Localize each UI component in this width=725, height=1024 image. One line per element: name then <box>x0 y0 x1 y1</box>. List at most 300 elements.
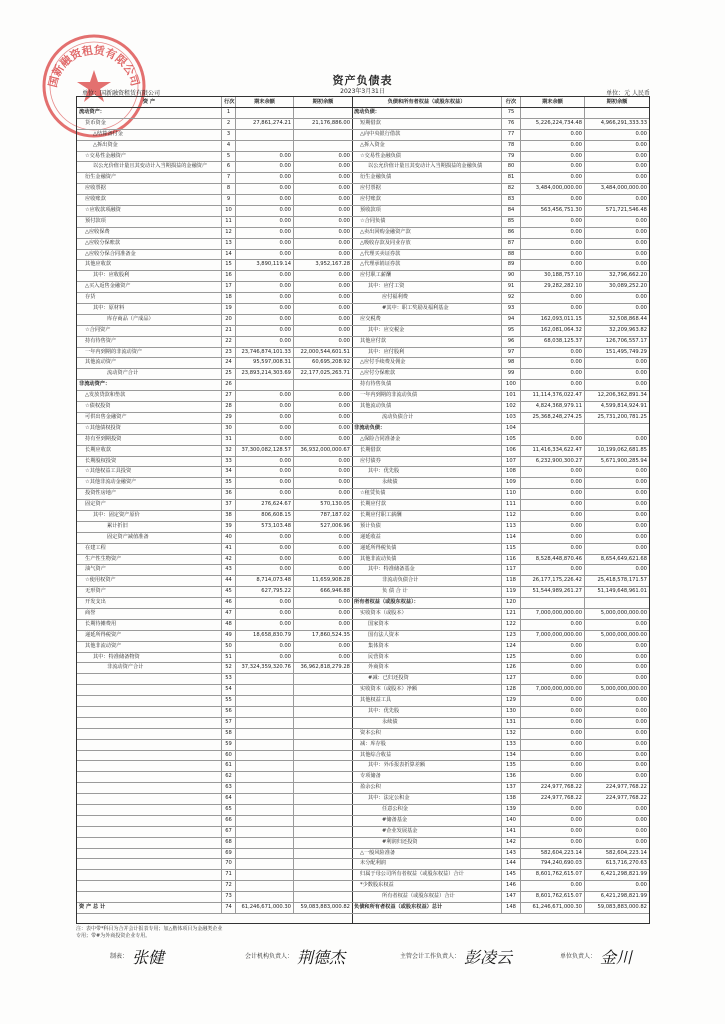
table-row <box>352 827 649 838</box>
begin-balance <box>585 598 649 608</box>
table-row <box>77 369 352 380</box>
begin-balance: 0.00 <box>635 381 647 388</box>
end-balance: 0.00 <box>521 663 585 673</box>
table-row <box>352 293 649 304</box>
end-balance: 23,746,874,101.33 <box>236 348 294 358</box>
begin-balance <box>294 380 352 390</box>
end-balance: 0.00 <box>521 435 585 445</box>
end-balance: 0.00 <box>236 533 294 543</box>
table-row <box>77 119 352 130</box>
line-number: 95 <box>502 326 521 336</box>
handwritten-signature: 张健 <box>132 948 165 967</box>
item-name: 其中：优先股 <box>352 707 502 717</box>
begin-balance: 12,206,362,891.34 <box>597 392 647 399</box>
line-number: 24 <box>222 358 236 368</box>
line-number: 73 <box>222 892 236 902</box>
table-row <box>352 892 649 903</box>
item-name: 其他流动负债 <box>352 402 502 412</box>
line-number: 102 <box>502 402 521 412</box>
end-balance: 0.00 <box>236 217 294 227</box>
begin-balance: 0.00 <box>338 642 350 649</box>
line-number: 137 <box>502 783 521 793</box>
line-number: 101 <box>502 391 521 401</box>
line-number: 37 <box>222 500 236 510</box>
item-name <box>77 674 222 684</box>
begin-balance: 666,946.88 <box>320 588 350 595</box>
item-name: 其中：应交税金 <box>352 326 502 336</box>
line-number: 22 <box>222 337 236 347</box>
begin-balance: 0.00 <box>635 773 647 780</box>
end-balance: 0.00 <box>236 402 294 412</box>
header-line-no: 行次 <box>502 97 521 107</box>
line-number: 139 <box>502 805 521 815</box>
line-number: 36 <box>222 489 236 499</box>
item-name: #企业发展基金 <box>352 827 502 837</box>
line-number: 54 <box>222 685 236 695</box>
table-row <box>352 740 649 751</box>
item-name: 流动资产： <box>77 108 222 118</box>
end-balance: 3,890,119.14 <box>236 260 294 270</box>
item-name: 库存商品（产成品） <box>77 315 222 325</box>
line-number: 124 <box>502 642 521 652</box>
item-name: 其中：外币报表折算差额 <box>352 761 502 771</box>
table-row <box>77 152 352 163</box>
header-begin-balance: 期初余额 <box>606 99 628 105</box>
item-name: 其中：法定公积金 <box>352 794 502 804</box>
line-number: 81 <box>502 173 521 183</box>
begin-balance: 0.00 <box>635 620 647 627</box>
table-row <box>77 413 352 424</box>
table-row <box>77 293 352 304</box>
end-balance: 0.00 <box>521 827 585 837</box>
begin-balance: 0.00 <box>635 664 647 671</box>
begin-balance: 22,177,025,263.71 <box>300 370 350 377</box>
item-name: 任意公积金 <box>352 805 502 815</box>
item-name: #利润归还投资 <box>352 838 502 848</box>
assets-header-row <box>77 97 352 108</box>
begin-balance: 787,187.02 <box>320 511 350 518</box>
begin-balance: 0.00 <box>635 152 647 159</box>
begin-balance: 0.00 <box>338 620 350 627</box>
end-balance: 25,368,248,274.25 <box>521 413 585 423</box>
line-number: 65 <box>222 805 236 815</box>
item-name: 未分配利润 <box>352 859 502 869</box>
item-name: 负 债 合 计 <box>352 587 502 597</box>
end-balance: 0.00 <box>236 206 294 216</box>
end-balance: 162,093,011.15 <box>521 315 585 325</box>
item-name: 非流动负债： <box>352 424 502 434</box>
table-row <box>352 304 649 315</box>
begin-balance: 25,418,578,171.57 <box>597 577 647 584</box>
table-row <box>77 304 352 315</box>
table-row <box>77 805 352 816</box>
begin-balance: 0.00 <box>338 490 350 497</box>
table-row <box>352 228 649 239</box>
item-name <box>77 849 222 859</box>
line-number: 109 <box>502 478 521 488</box>
begin-balance: 0.00 <box>635 435 647 442</box>
item-name: ☆其他非流动金融资产 <box>77 478 222 488</box>
end-balance: 0.00 <box>521 217 585 227</box>
begin-balance <box>294 108 352 118</box>
table-row <box>77 609 352 620</box>
table-row <box>352 707 649 718</box>
table-row <box>352 239 649 250</box>
table-row <box>352 511 649 522</box>
end-balance: 0.00 <box>236 184 294 194</box>
line-number: 47 <box>222 609 236 619</box>
begin-balance: 0.00 <box>338 207 350 214</box>
table-row <box>352 206 649 217</box>
end-balance: 0.00 <box>521 141 585 151</box>
line-number: 90 <box>502 271 521 281</box>
line-number: 76 <box>502 119 521 129</box>
begin-balance: 6,421,298,821.99 <box>600 893 647 900</box>
item-name: 以公允价值计量且其变动计入当期损益的金融负债 <box>352 162 502 172</box>
line-number: 108 <box>502 467 521 477</box>
table-row <box>77 522 352 533</box>
line-number: 19 <box>222 304 236 314</box>
item-name: 所有者权益（或股东权益）： <box>352 598 502 608</box>
table-row <box>352 881 649 892</box>
table-row <box>77 620 352 631</box>
page-title: 资产负债表 <box>332 74 393 87</box>
end-balance: 0.00 <box>521 707 585 717</box>
item-name: 其他非流动负债 <box>352 555 502 565</box>
item-name: 应付福利费 <box>352 293 502 303</box>
end-balance: 794,240,690.03 <box>521 859 585 869</box>
end-balance: 0.00 <box>236 457 294 467</box>
line-number: 56 <box>222 707 236 717</box>
end-balance: 61,246,671,000.30 <box>521 903 585 913</box>
end-balance <box>236 772 294 782</box>
line-number: 42 <box>222 555 236 565</box>
table-row <box>77 816 352 827</box>
item-name <box>77 859 222 869</box>
begin-balance: 0.00 <box>635 141 647 148</box>
line-number: 63 <box>222 783 236 793</box>
item-name: 专项储备 <box>352 772 502 782</box>
item-name: 开发支出 <box>77 598 222 608</box>
end-balance: 8,601,762,615.07 <box>521 870 585 880</box>
table-row <box>352 642 649 653</box>
assets-column <box>77 97 353 923</box>
line-number: 15 <box>222 260 236 270</box>
line-number: 62 <box>222 772 236 782</box>
table-row <box>77 642 352 653</box>
begin-balance: 527,006.96 <box>320 522 350 529</box>
table-row <box>352 184 649 195</box>
line-number: 16 <box>222 271 236 281</box>
end-balance: 0.00 <box>521 348 585 358</box>
table-row <box>77 489 352 500</box>
end-balance <box>236 870 294 880</box>
table-row <box>77 598 352 609</box>
begin-balance <box>294 794 352 804</box>
table-row <box>352 620 649 631</box>
begin-balance: 0.00 <box>338 544 350 551</box>
end-balance: 0.00 <box>521 239 585 249</box>
table-row <box>352 478 649 489</box>
table-row <box>352 718 649 729</box>
line-number: 21 <box>222 326 236 336</box>
table-row <box>77 511 352 522</box>
end-balance: 0.00 <box>521 696 585 706</box>
item-name: △卖出回购金融资产款 <box>352 228 502 238</box>
item-name <box>77 783 222 793</box>
table-row <box>77 794 352 805</box>
table-row <box>352 369 649 380</box>
item-name: 永续债 <box>352 718 502 728</box>
table-row <box>352 337 649 348</box>
line-number: 23 <box>222 348 236 358</box>
begin-balance: 0.00 <box>635 294 647 301</box>
table-row <box>352 500 649 511</box>
item-name: 货币资金 <box>77 119 222 129</box>
end-balance <box>236 838 294 848</box>
line-number: 120 <box>502 598 521 608</box>
begin-balance: 0.00 <box>338 326 350 333</box>
table-row <box>352 348 649 359</box>
item-name: 衍生金融资产 <box>77 173 222 183</box>
begin-balance: 0.00 <box>635 174 647 181</box>
table-row <box>352 152 649 163</box>
line-number: 71 <box>222 870 236 880</box>
end-balance: 582,604,223.14 <box>521 849 585 859</box>
line-number: 96 <box>502 337 521 347</box>
table-row <box>352 217 649 228</box>
table-row <box>77 446 352 457</box>
end-balance: 0.00 <box>521 260 585 270</box>
begin-balance: 582,604,223.14 <box>605 849 647 856</box>
item-name: 减：库存股 <box>352 740 502 750</box>
end-balance: 0.00 <box>521 751 585 761</box>
handwritten-signature: 彭凌云 <box>464 948 513 967</box>
line-number: 98 <box>502 358 521 368</box>
begin-balance: 0.00 <box>338 468 350 475</box>
line-number: 92 <box>502 293 521 303</box>
begin-balance: 17,860,524.35 <box>312 631 350 638</box>
table-row <box>77 729 352 740</box>
end-balance: 0.00 <box>521 228 585 238</box>
end-balance: 0.00 <box>521 511 585 521</box>
currency-unit: 单位：元 人民币 <box>606 90 650 97</box>
line-number: 141 <box>502 827 521 837</box>
begin-balance: 59,083,883,000.82 <box>300 904 350 911</box>
signature-label: 制表： <box>110 953 129 960</box>
end-balance: 37,324,359,320.76 <box>236 663 294 673</box>
liabilities-equity-column <box>352 97 649 923</box>
end-balance: 26,177,175,226.42 <box>521 576 585 586</box>
begin-balance: 0.00 <box>635 642 647 649</box>
begin-balance: 0.00 <box>635 882 647 889</box>
begin-balance: 0.00 <box>635 718 647 725</box>
table-row <box>77 141 352 152</box>
begin-balance: 10,199,062,681.85 <box>597 446 647 453</box>
end-balance: 68,038,125.37 <box>521 337 585 347</box>
end-balance <box>521 598 585 608</box>
line-number: 112 <box>502 511 521 521</box>
table-row <box>77 870 352 881</box>
begin-balance: 0.00 <box>635 816 647 823</box>
begin-balance: 0.00 <box>338 457 350 464</box>
item-name: 应付债券 <box>352 457 502 467</box>
line-number: 121 <box>502 609 521 619</box>
table-row <box>352 631 649 642</box>
line-number: 93 <box>502 304 521 314</box>
item-name: ☆合同资产 <box>77 326 222 336</box>
item-name: #储备基金 <box>352 816 502 826</box>
item-name: 递延所得税负债 <box>352 544 502 554</box>
signature-unit-head <box>560 945 632 968</box>
item-name: △吸收存款及同业存放 <box>352 239 502 249</box>
line-number: 58 <box>222 729 236 739</box>
line-number: 48 <box>222 620 236 630</box>
line-number: 44 <box>222 576 236 586</box>
item-name: 长期应付职工薪酬 <box>352 511 502 521</box>
table-row <box>352 805 649 816</box>
line-number: 99 <box>502 369 521 379</box>
item-name: ☆租赁负债 <box>352 489 502 499</box>
table-row <box>352 380 649 391</box>
item-name: 预付款项 <box>77 217 222 227</box>
begin-balance: 4,599,814,924.91 <box>600 403 647 410</box>
table-row <box>77 783 352 794</box>
table-row <box>352 457 649 468</box>
item-name: 累计折旧 <box>77 522 222 532</box>
end-balance: 0.00 <box>521 805 585 815</box>
line-number: 29 <box>222 413 236 423</box>
begin-balance: 0.00 <box>635 566 647 573</box>
line-number: 64 <box>222 794 236 804</box>
item-name: 持有待售负债 <box>352 380 502 390</box>
table-row <box>352 598 649 609</box>
begin-balance <box>294 674 352 684</box>
table-row <box>77 478 352 489</box>
item-name: 其他权益工具 <box>352 696 502 706</box>
line-number: 55 <box>222 696 236 706</box>
end-balance: 0.00 <box>236 642 294 652</box>
begin-balance: 36,962,818,279.28 <box>300 664 350 671</box>
begin-balance: 0.00 <box>338 403 350 410</box>
end-balance: 0.00 <box>236 250 294 260</box>
signature-preparer <box>110 945 164 968</box>
begin-balance: 0.00 <box>635 163 647 170</box>
line-number: 88 <box>502 250 521 260</box>
begin-balance: 224,977,768.22 <box>605 784 647 791</box>
line-number: 77 <box>502 130 521 140</box>
report-date: 2023年3月31日 <box>340 88 385 95</box>
end-balance: 0.00 <box>236 282 294 292</box>
table-row <box>352 326 649 337</box>
item-name <box>77 751 222 761</box>
header-end-balance: 期末余额 <box>236 97 294 107</box>
table-row <box>77 751 352 762</box>
table-row <box>77 282 352 293</box>
line-number: 116 <box>502 555 521 565</box>
line-number: 122 <box>502 620 521 630</box>
begin-balance <box>294 805 352 815</box>
begin-balance: 11,659,908.28 <box>312 577 350 584</box>
line-number: 68 <box>222 838 236 848</box>
line-number: 13 <box>222 239 236 249</box>
begin-balance: 570,130.05 <box>320 501 350 508</box>
begin-balance: 60,695,208.92 <box>312 359 350 366</box>
header-liabilities: 负债和所有者权益（或股东权益） <box>352 97 502 107</box>
end-balance: 0.00 <box>521 162 585 172</box>
line-number: 17 <box>222 282 236 292</box>
line-number: 127 <box>502 674 521 684</box>
end-balance: 0.00 <box>236 555 294 565</box>
table-row <box>77 827 352 838</box>
table-row <box>352 674 649 685</box>
table-row <box>77 391 352 402</box>
line-number: 50 <box>222 642 236 652</box>
begin-balance: 0.00 <box>338 609 350 616</box>
item-name: △发放贷款和垫款 <box>77 391 222 401</box>
end-balance: 7,000,000,000.00 <box>521 631 585 641</box>
begin-balance: 0.00 <box>338 424 350 431</box>
begin-balance: 0.00 <box>635 697 647 704</box>
item-name: △拆出资金 <box>77 141 222 151</box>
line-number: 26 <box>222 380 236 390</box>
table-row <box>77 544 352 555</box>
item-name: 国有法人资本 <box>352 631 502 641</box>
item-name <box>77 772 222 782</box>
begin-balance: 5,000,000,000.00 <box>600 631 647 638</box>
end-balance: 0.00 <box>521 250 585 260</box>
table-row <box>352 849 649 860</box>
end-balance: 0.00 <box>521 358 585 368</box>
begin-balance <box>294 881 352 891</box>
item-name: 预计负债 <box>352 522 502 532</box>
begin-balance: 0.00 <box>635 479 647 486</box>
end-balance: 0.00 <box>521 642 585 652</box>
end-balance: 95,597,008.31 <box>236 358 294 368</box>
end-balance: 0.00 <box>236 391 294 401</box>
item-name: ☆交易性金融资产 <box>77 152 222 162</box>
item-name: 无形资产 <box>77 587 222 597</box>
line-number: 75 <box>502 108 521 118</box>
line-number: 41 <box>222 544 236 554</box>
begin-balance <box>294 696 352 706</box>
end-balance: 4,824,368,979.11 <box>521 402 585 412</box>
begin-balance: 224,977,768.22 <box>605 795 647 802</box>
item-name: 应付票据 <box>352 184 502 194</box>
table-row <box>352 870 649 881</box>
table-row <box>352 772 649 783</box>
end-balance <box>521 108 585 118</box>
item-name <box>77 794 222 804</box>
item-name <box>77 870 222 880</box>
item-name: 长期应付款 <box>352 500 502 510</box>
table-row <box>352 685 649 696</box>
table-row <box>77 217 352 228</box>
item-name <box>77 827 222 837</box>
line-number: 134 <box>502 751 521 761</box>
line-number: 1 <box>222 108 236 118</box>
end-balance: 8,601,762,615.07 <box>521 892 585 902</box>
line-number: 135 <box>502 761 521 771</box>
begin-balance <box>585 108 649 118</box>
line-number: 84 <box>502 206 521 216</box>
table-row <box>77 555 352 566</box>
line-number: 115 <box>502 544 521 554</box>
end-balance: 0.00 <box>521 130 585 140</box>
end-balance <box>236 881 294 891</box>
item-name: 生产性生物资产 <box>77 555 222 565</box>
line-number: 145 <box>502 870 521 880</box>
